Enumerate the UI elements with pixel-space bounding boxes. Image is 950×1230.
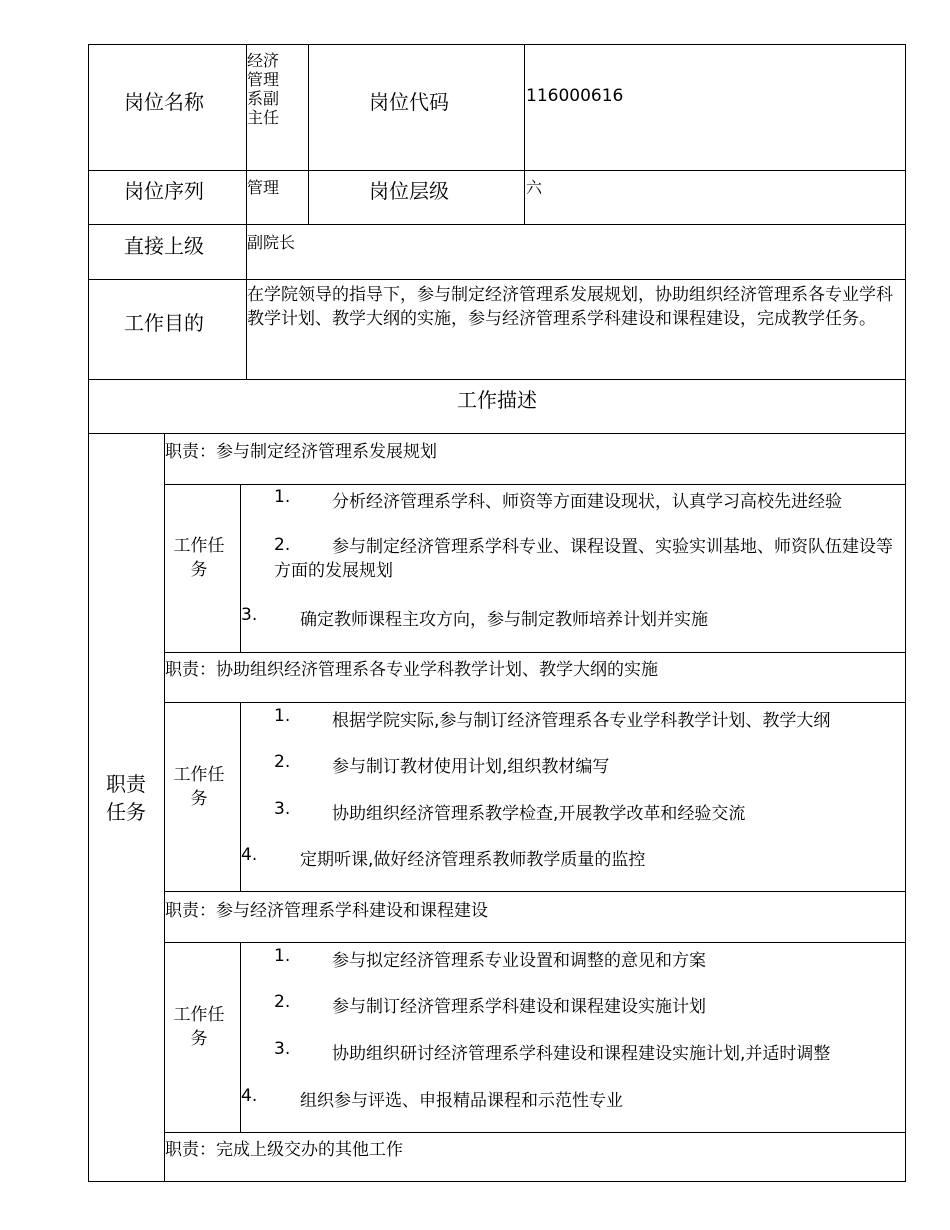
col-divider [240,484,241,652]
task-text: 组织参与评选、申报精品课程和示范性专业 [300,1091,623,1111]
col-divider [524,44,525,224]
row-divider [164,942,906,943]
row-divider [164,484,906,485]
purpose-label: 工作目的 [124,311,204,335]
task-number: 4. [241,845,258,865]
row-divider [88,379,906,380]
post-series-value: 管理 [247,178,280,197]
task-text: 参与拟定经济管理系专业设置和调整的意见和方案 [332,951,706,971]
task-label: 工作任务 [173,765,225,809]
task-number: 2. [274,752,291,772]
duty-title: 职责：参与经济管理系学科建设和课程建设 [165,901,488,921]
task-text: 协助组织研讨经济管理系学科建设和课程建设实施计划,并适时调整 [332,1044,831,1064]
description-title: 工作描述 [457,388,537,412]
task-number: 2. [274,535,291,555]
task-text: 参与制订经济管理系学科建设和课程建设实施计划 [332,997,706,1017]
duty-title: 职责：参与制定经济管理系发展规划 [165,442,437,462]
post-name-value: 经济管理系副主任 [247,51,280,127]
col-divider [164,433,165,1182]
post-name-label: 岗位名称 [124,90,204,114]
task-text: 定期听课,做好经济管理系教师教学质量的监控 [300,850,646,870]
duty-title: 职责：协助组织经济管理系各专业学科教学计划、教学大纲的实施 [165,660,658,680]
row-divider [164,652,906,653]
row-divider [88,224,906,225]
task-number: 3. [274,1039,291,1059]
superior-label: 直接上级 [124,234,204,258]
row-divider [88,170,906,171]
task-text: 分析经济管理系学科、师资等方面建设现状，认真学习高校先进经验 [332,492,842,512]
task-label: 工作任务 [173,1005,225,1049]
task-number: 2. [274,992,291,1012]
task-number: 1. [274,946,291,966]
row-divider [88,433,906,434]
task-number: 4. [241,1086,258,1106]
task-number: 1. [274,706,291,726]
post-code-value: 116000616 [526,86,624,106]
post-series-label: 岗位序列 [124,179,204,203]
task-number: 1. [274,487,291,507]
row-divider [88,279,906,280]
row-divider [164,702,906,703]
duties-label: 职责任务 [106,772,146,824]
post-level-value: 六 [526,178,543,197]
post-code-label: 岗位代码 [369,90,449,114]
row-divider [164,891,906,892]
task-number: 3. [274,799,291,819]
col-divider [308,44,309,224]
row-divider [164,1132,906,1133]
task-number: 3. [241,605,258,625]
task-text: 协助组织经济管理系教学检查,开展教学改革和经验交流 [332,804,746,824]
duty-title: 职责：完成上级交办的其他工作 [165,1140,403,1160]
task-text: 参与制定经济管理系学科专业、课程设置、实验实训基地、师资队伍建设等方面的发展规划 [274,537,893,581]
task-text: 根据学院实际,参与制订经济管理系各专业学科教学计划、教学大纲 [332,711,831,731]
task-text: 确定教师课程主攻方向，参与制定教师培养计划并实施 [300,610,708,630]
post-level-label: 岗位层级 [369,179,449,203]
purpose-value: 在学院领导的指导下，参与制定经济管理系发展规划，协助组织经济管理系各专业学科教学计划、教学大纲的实施，参与经济管理系学科建设和课程建设，完成教学任务。 [247,285,893,329]
task-text: 参与制订教材使用计划,组织教材编写 [332,757,610,777]
superior-value: 副院长 [247,233,296,252]
task-label: 工作任务 [173,536,225,580]
